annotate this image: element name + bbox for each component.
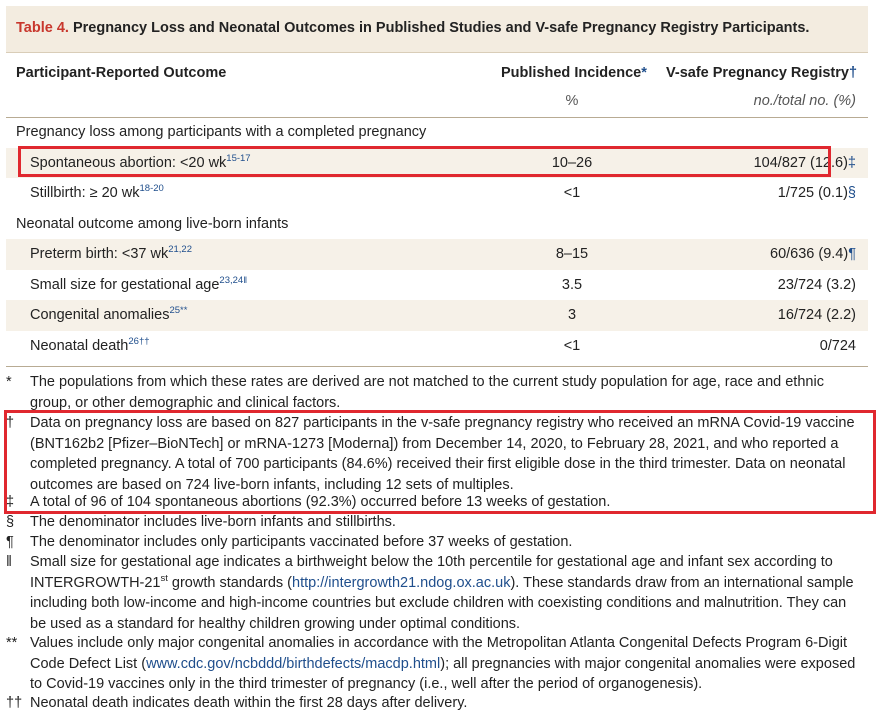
highlight-box-spontaneous-abortion xyxy=(18,146,831,177)
col-header-vsafe: V-safe Pregnancy Registry† xyxy=(666,65,858,81)
table-row-congenital-anomalies: Congenital anomalies$^{25**}$ 3 16/724 (2.2) xyxy=(6,300,868,331)
table-label: Table 4. xyxy=(16,20,69,36)
intergrowth-link[interactable]: http://intergrowth21.ndog.ox.ac.uk xyxy=(292,574,511,591)
cdc-link[interactable]: www.cdc.gov/ncbddd/birthdefects/macdp.html xyxy=(146,655,441,672)
unit-vsafe: no./total no. (%) xyxy=(753,92,856,109)
table-unit-row xyxy=(6,87,868,118)
category-row-neonatal: Neonatal outcome among live-born infants xyxy=(16,215,289,232)
col-header-outcome: Participant-Reported Outcome xyxy=(16,65,227,81)
divider xyxy=(6,117,868,118)
category-row-pregnancy-loss: Pregnancy loss among participants with a completed pregnancy xyxy=(16,124,427,140)
unit-published: % xyxy=(565,92,579,109)
outcomes-table xyxy=(6,56,868,361)
table-row-small-size: Small size for gestational age$^{23,24‖}$ 3.5 23/724 (3.2) xyxy=(30,274,856,293)
col-header-published: Published Incidence* xyxy=(501,65,647,81)
table-row-neonatal-death: Neonatal death$^{26\dagger\dagger}$ <1 0/724 xyxy=(30,335,856,354)
table-title-text: Pregnancy Loss and Neonatal Outcomes in Published Studies and V-safe Pregnancy Registry Participants. xyxy=(72,20,810,36)
table-row-spontaneous-abortion: Spontaneous abortion: <20 $wk^{15-17}$ 10–26 104/827 (12.6)‡ xyxy=(6,148,868,179)
table-title-bar xyxy=(6,6,868,53)
page: Table 4. Pregnancy Loss and Neonatal Outcomes in Published Studies and V-safe Pregnancy Registry Participants. Participant-Reported Outcome Published Incidence* V-safe Pregnancy Registry† % no./total no. (%) Pregnancy loss among participants with a completed pregnancy Spontaneous abortion: <20 $wk^{15-17}$ 10–26 104/827 (12.6)‡ Stillbirth: ≥ 20 $wk^{18-20}$ <1 1/725 (0.1)§ Neonatal outcome among live-born infants Preterm birth: <37 wk$^{21,22}$ 8–15 60/636 (9.4)¶ Small size for gestational age$^{23,24‖}$ 3.5 23/724 (3.2) Congenital anomalies$^{25**}$ 3 16/724 (2.2) Neonatal death$^{26\dagger\dagger}$ <1 0/724 * The populations from which these rates are derived are not matched to the current study population for age, race and ethnic group, or other demographic and clinical factors. † Data on pregnancy loss are based on 827 participants in the v-safe pregnancy registry who received an mRNA Covid-19 vaccine (BNT162b2 [Pfizer–BioNTech] or mRNA-1273 [Moderna]) from December 14, 2020, to February 28, 2021, and who reported a completed pregnancy. A total of 700 participants (84.6%) received their first eligible dose in the third trimester. Data on neonatal outcomes are based on 724 live-born infants, including 12 sets of multiples. ‡ A total of 96 of 104 spontaneous abortions (92.3%) occurred before 13 weeks of gestation. § The denominator includes live-born infants and stillbirths. ¶ The denominator includes only participants vaccinated before 37 weeks of gestation. ‖ Small size for gestational age indicates a birthweight below the 10th percentile for gestational age and infant sex according to INTERGROWTH-21st growth standards (http://intergrowth21.ndog.ox.ac.uk). These standards draw from an international sample including both low-income and high-income countries but exclude children with coexisting conditions and malnutrition. They can be used as a standard for healthy children growing under optimal conditions. ** Values include only major congenital anomalies in accordance with the Metropolitan Atlanta Congenital Defects Program 6-Digit Code Defect List (www.cdc.gov/ncbddd/birthdefects/macdp.html); all pregnancies with major congenital anomalies were exposed to Covid-19 vaccines only in the third trimester of pregnancy (i.e., well after the period of organogenesis). †† Neonatal death indicates death within the first 28 days after delivery. xyxy=(0,0,881,717)
divider xyxy=(6,366,868,367)
table-row-preterm-birth: Preterm birth: <37 wk$^{21,22}$ 8–15 60/636 (9.4)¶ xyxy=(6,239,868,270)
table-row-stillbirth: Stillbirth: ≥ 20 $wk^{18-20}$ <1 1/725 (0.1)§ xyxy=(30,183,856,201)
highlight-box-footnotes xyxy=(4,410,876,514)
table-header-row xyxy=(6,56,868,87)
table-title xyxy=(16,20,809,36)
